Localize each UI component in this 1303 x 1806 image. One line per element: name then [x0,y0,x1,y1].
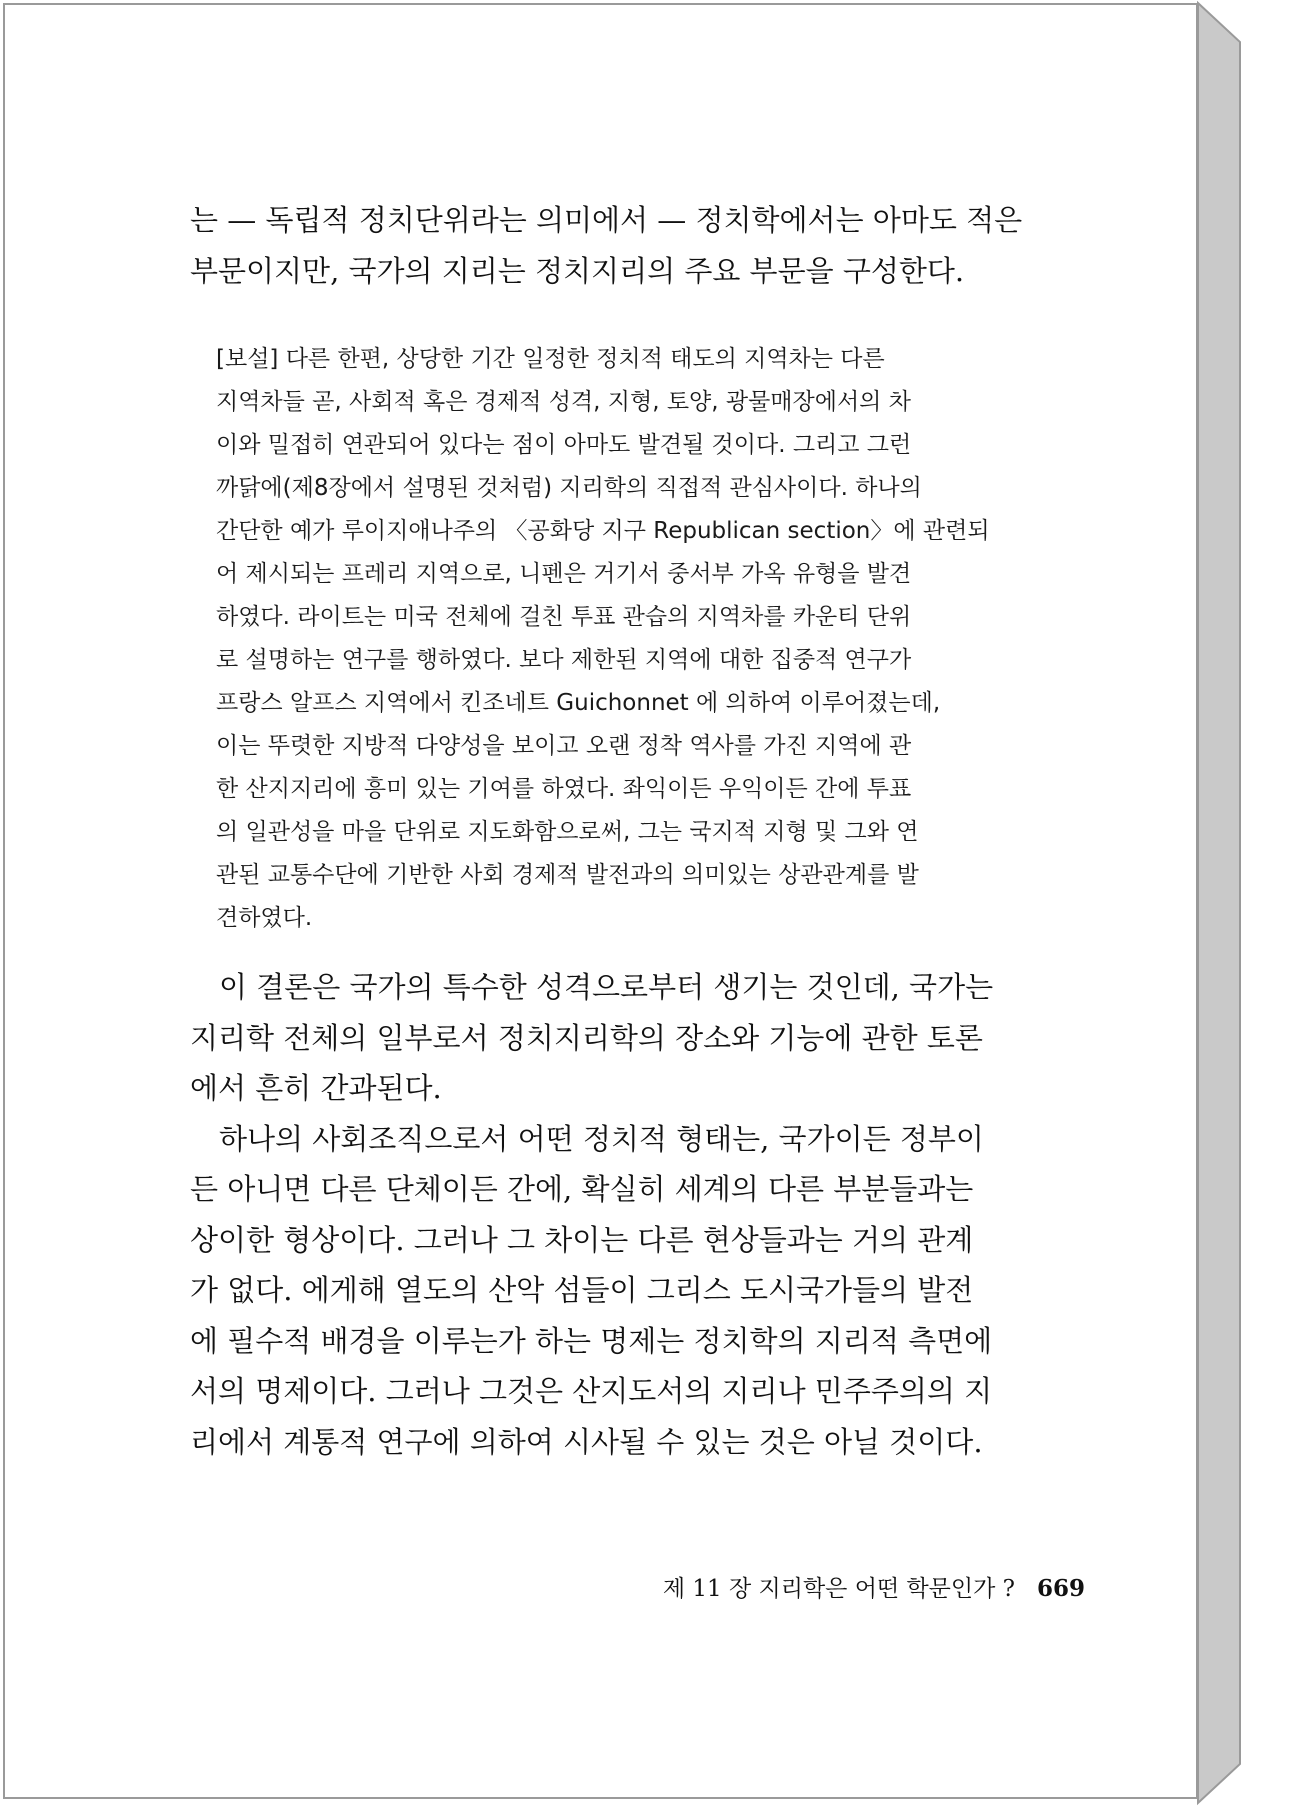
chapter-title: 제 11 장 지리학은 어떤 학문인가 ? [662,1576,1015,1602]
note-line: 한 산지지리에 흥미 있는 기여를 하였다. 좌익이든 우익이든 간에 투표 [216,776,912,802]
page [3,3,1198,1799]
note-line: 어 제시되는 프레리 지역으로, 니펜은 거기서 중서부 가옥 유형을 발견 [216,561,912,587]
text-line: 상이한 형상이다. 그러나 그 차이는 다른 현상들과는 거의 관계 [190,1222,974,1257]
note-line: 관된 교통수단에 기반한 사회 경제적 발전과의 의미있는 상관관계를 발 [216,862,919,888]
intro-paragraph [190,195,1090,296]
paragraph-conclusion [190,962,1090,1114]
text-line: 하나의 사회조직으로서 어떤 정치적 형태는, 국가이든 정부이 [219,1121,984,1156]
note-line: 까닭에(제8장에서 설명된 것처럼) 지리학의 직접적 관심사이다. 하나의 [216,475,922,501]
text-line: 부문이지만, 국가의 지리는 정치지리의 주요 부문을 구성한다. [190,253,965,288]
note-line: 이는 뚜렷한 지방적 다양성을 보이고 오랜 정착 역사를 가진 지역에 관 [216,733,912,759]
note-line: 로 설명하는 연구를 행하였다. 보다 제한된 지역에 대한 집중적 연구가 [216,647,912,673]
page-number: 669 [1036,1575,1085,1602]
note-line: 의 일관성을 마을 단위로 지도화함으로써, 그는 국지적 지형 및 그와 연 [216,819,919,845]
text-line: 이 결론은 국가의 특수한 성격으로부터 생기는 것인데, 국가는 [219,970,994,1004]
note-line: [보설] 다른 한편, 상당한 기간 일정한 정치적 태도의 지역차는 다른 [216,346,885,372]
page-footer [585,1570,1085,1603]
text-line: 지리학 전체의 일부로서 정치지리학의 장소와 기능에 관한 토론 [190,1020,983,1055]
text-line: 든 아니면 다른 단체이든 간에, 확실히 세계의 다른 부분들과는 [190,1172,974,1206]
supplementary-note [190,338,1090,940]
paragraph-political-form [190,1114,1090,1468]
text-line: 리에서 계통적 연구에 의하여 시사될 수 있는 것은 아닐 것이다. [190,1424,983,1459]
text-line: 서의 명제이다. 그러나 그것은 산지도서의 지리나 민주주의의 지 [190,1374,993,1408]
spacer [190,940,1090,962]
note-line: 간단한 예가 루이지애나주의 〈공화당 지구 Republican section〉에 관련되 [216,518,990,544]
note-line: 프랑스 알프스 지역에서 킨조네트 Guichonnet 에 의하여 이루어졌는데, [216,690,941,716]
text-line: 가 없다. 에게해 열도의 산악 섬들이 그리스 도시국가들의 발전 [190,1273,974,1307]
text-line: 는 — 독립적 정치단위라는 의미에서 — 정치학에서는 아마도 적은 [190,203,1023,237]
text-line: 에서 흔히 간과된다. [190,1071,442,1105]
note-line: 하였다. 라이트는 미국 전체에 걸친 투표 관습의 지역차를 카운티 단위 [216,604,912,630]
note-line: 이와 밀접히 연관되어 있다는 점이 아마도 발견될 것이다. 그리고 그런 [216,432,912,458]
note-line: 지역차들 곧, 사회적 혹은 경제적 성격, 지형, 토양, 광물매장에서의 차 [216,389,911,415]
note-line: 견하였다. [216,905,313,931]
page-content [190,195,1090,1467]
text-line: 에 필수적 배경을 이루는가 하는 명제는 정치학의 지리적 측면에 [190,1323,993,1358]
